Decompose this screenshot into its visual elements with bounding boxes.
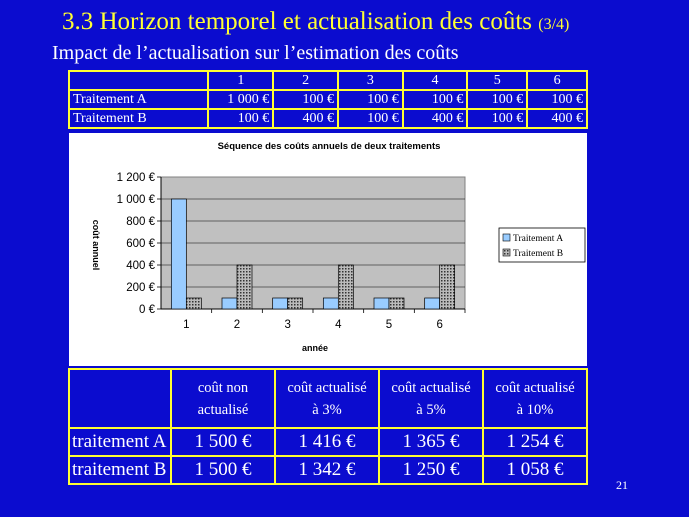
bar-traitement-b-year-1 bbox=[186, 298, 201, 309]
table-row bbox=[69, 90, 587, 109]
column-header bbox=[171, 369, 275, 428]
bar-traitement-b-year-4 bbox=[338, 265, 353, 309]
column-header-line: coût actualisé bbox=[391, 379, 471, 396]
annual-cost-table bbox=[68, 70, 588, 129]
year-header: 5 bbox=[467, 71, 527, 90]
cost-cell: 1 365 € bbox=[379, 428, 483, 456]
column-header-line: coût actualisé bbox=[495, 379, 575, 396]
cost-cell: 400 € bbox=[273, 109, 338, 128]
column-header-line: actualisé bbox=[197, 401, 249, 418]
year-header: 3 bbox=[338, 71, 403, 90]
cost-cell: 100 € bbox=[527, 90, 587, 109]
legend-label: Traitement A bbox=[513, 234, 564, 244]
table-row bbox=[69, 428, 587, 456]
header-empty-cell bbox=[69, 71, 208, 90]
bar-traitement-a-year-1 bbox=[171, 199, 186, 309]
row-label: traitement B bbox=[69, 456, 171, 484]
y-tick-label: 800 € bbox=[126, 216, 155, 228]
annual-cost-header-row bbox=[69, 71, 587, 90]
cost-cell: 100 € bbox=[403, 90, 468, 109]
y-tick-label: 1 000 € bbox=[116, 194, 155, 206]
slide-subtitle: Impact de l’actualisation sur l’estimation des coûts bbox=[52, 42, 459, 64]
legend-label: Traitement B bbox=[513, 249, 564, 259]
header-empty-cell bbox=[69, 369, 171, 428]
column-header-line: à 3% bbox=[312, 401, 342, 418]
y-tick-label: 600 € bbox=[126, 238, 155, 250]
bar-traitement-a-year-3 bbox=[273, 298, 288, 309]
discounted-cost-table bbox=[68, 368, 588, 485]
cost-cell: 100 € bbox=[273, 90, 338, 109]
bar-traitement-b-year-5 bbox=[389, 298, 404, 309]
table-row bbox=[69, 456, 587, 484]
y-tick-label: 1 200 € bbox=[116, 172, 155, 184]
cost-cell: 100 € bbox=[338, 109, 403, 128]
bar-traitement-a-year-4 bbox=[323, 298, 338, 309]
slide-title bbox=[62, 8, 569, 36]
row-label: traitement A bbox=[69, 428, 171, 456]
year-header: 4 bbox=[403, 71, 468, 90]
bar-traitement-b-year-2 bbox=[237, 265, 252, 309]
slide-title-part: (3/4) bbox=[538, 16, 570, 33]
cost-cell: 1 342 € bbox=[275, 456, 379, 484]
y-tick-label: 0 € bbox=[139, 304, 155, 316]
column-header bbox=[483, 369, 587, 428]
column-header-line: coût actualisé bbox=[287, 379, 367, 396]
cost-cell: 1 500 € bbox=[171, 428, 275, 456]
cost-cell: 1 416 € bbox=[275, 428, 379, 456]
x-tick-label: 6 bbox=[436, 319, 443, 331]
column-header bbox=[379, 369, 483, 428]
cost-cell: 100 € bbox=[467, 90, 527, 109]
page-number: 21 bbox=[616, 478, 628, 492]
cost-cell: 1 000 € bbox=[208, 90, 273, 109]
cost-cell: 400 € bbox=[403, 109, 468, 128]
chart-y-axis-label: coût annuel bbox=[91, 219, 101, 271]
column-header bbox=[275, 369, 379, 428]
row-label: Traitement B bbox=[69, 109, 208, 128]
slide-title-main: 3.3 Horizon temporel et actualisation des coûts bbox=[62, 8, 533, 35]
bar-traitement-a-year-5 bbox=[374, 298, 389, 309]
column-header-line: coût non bbox=[197, 379, 249, 396]
x-tick-label: 1 bbox=[183, 319, 190, 331]
discounted-cost-header-row bbox=[69, 369, 587, 428]
chart-x-axis-label: année bbox=[301, 343, 329, 353]
y-tick-label: 200 € bbox=[126, 282, 155, 294]
cost-cell: 1 500 € bbox=[171, 456, 275, 484]
bar-traitement-b-year-6 bbox=[440, 265, 455, 309]
bar-chart bbox=[69, 133, 587, 366]
cost-cell: 100 € bbox=[338, 90, 403, 109]
bar-traitement-a-year-6 bbox=[425, 298, 440, 309]
bar-traitement-b-year-3 bbox=[288, 298, 303, 309]
x-tick-label: 4 bbox=[335, 319, 342, 331]
column-header-line: à 5% bbox=[416, 401, 446, 418]
x-tick-label: 3 bbox=[284, 319, 291, 331]
year-header: 2 bbox=[273, 71, 338, 90]
y-tick-label: 400 € bbox=[126, 260, 155, 272]
chart-legend bbox=[499, 228, 585, 262]
bar-traitement-a-year-2 bbox=[222, 298, 237, 309]
x-tick-label: 2 bbox=[233, 319, 241, 331]
row-label: Traitement A bbox=[69, 90, 208, 109]
cost-cell: 100 € bbox=[208, 109, 273, 128]
year-header: 6 bbox=[527, 71, 587, 90]
column-header-line: à 10% bbox=[516, 401, 554, 418]
legend-swatch bbox=[503, 249, 510, 256]
legend-swatch bbox=[503, 234, 510, 241]
x-tick-label: 5 bbox=[385, 319, 393, 331]
cost-cell: 1 250 € bbox=[379, 456, 483, 484]
cost-cell: 1 254 € bbox=[483, 428, 587, 456]
table-row bbox=[69, 109, 587, 128]
cost-cell: 1 058 € bbox=[483, 456, 587, 484]
cost-cell: 400 € bbox=[527, 109, 587, 128]
year-header: 1 bbox=[208, 71, 273, 90]
cost-cell: 100 € bbox=[467, 109, 527, 128]
chart-title: Séquence des coûts annuels de deux traitements bbox=[217, 141, 441, 152]
chart-panel bbox=[69, 133, 587, 366]
